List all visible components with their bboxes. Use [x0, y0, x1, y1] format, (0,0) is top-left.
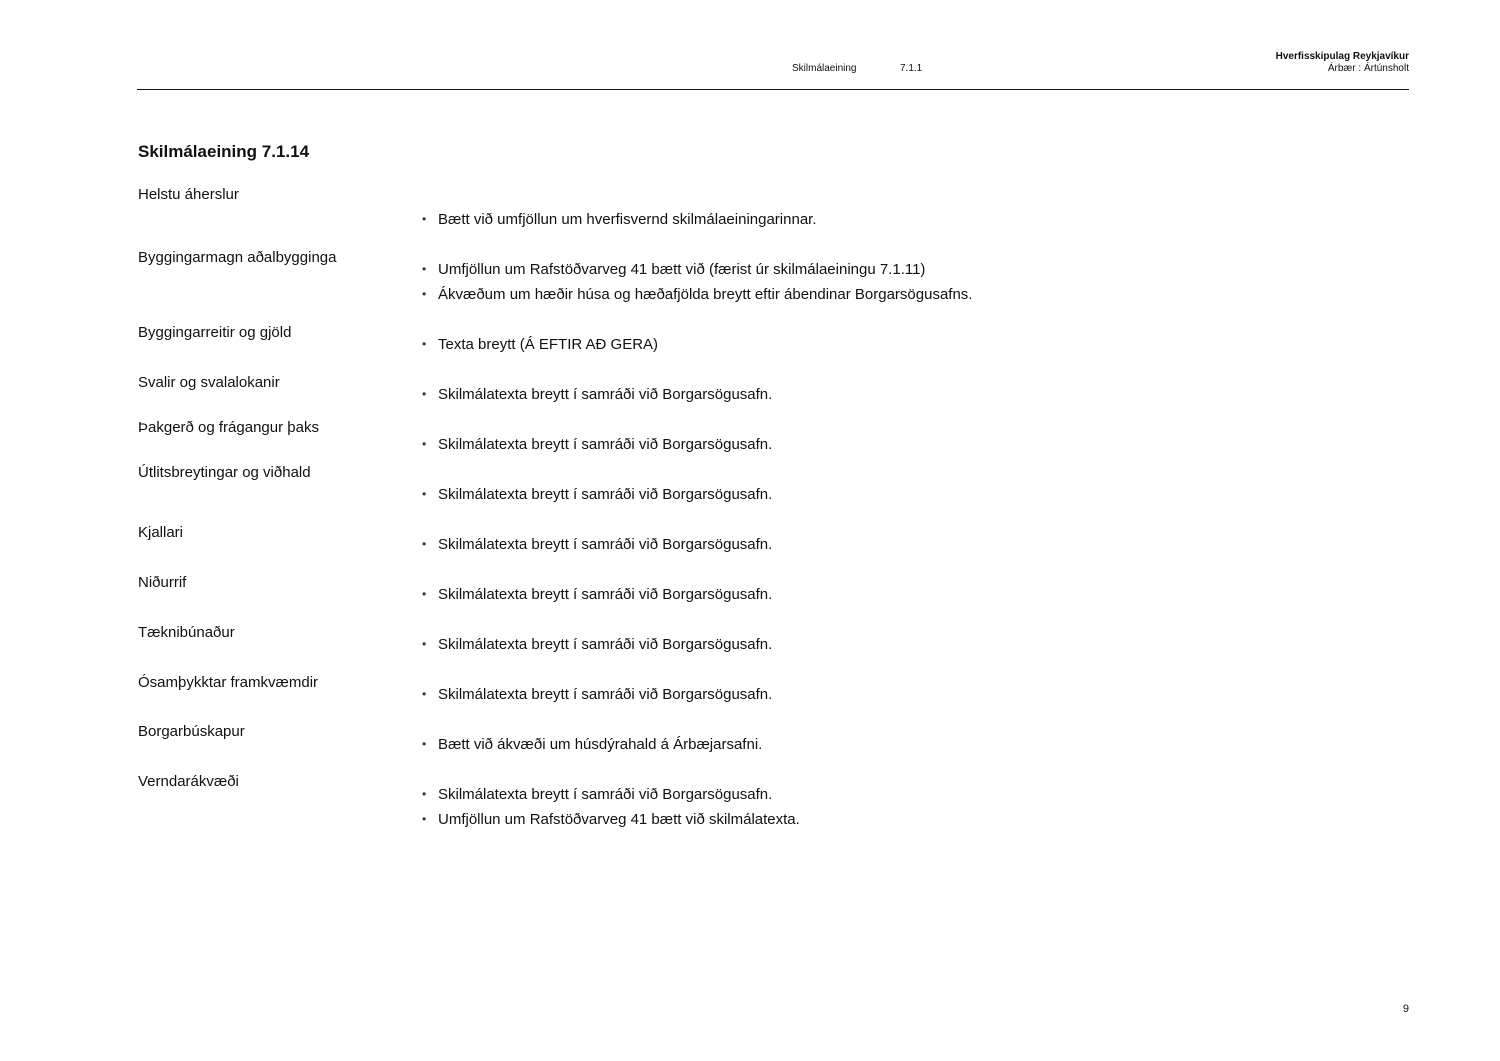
row-items — [422, 207, 817, 232]
list-item-text: Skilmálatexta breytt í samráði við Borgarsögusafn. — [438, 686, 773, 703]
row-label: Kjallari — [138, 524, 184, 541]
list-item-text: Ákvæðum um hæðir húsa og hæðafjölda breytt eftir ábendinar Borgarsögusafns. — [438, 286, 973, 303]
bullet-icon: • — [422, 687, 427, 701]
row-items — [422, 257, 972, 307]
list-item-text: Bætt við ákvæði um húsdýrahald á Árbæjarsafni. — [438, 736, 763, 753]
list-item-text: Skilmálatexta breytt í samráði við Borgarsögusafn. — [438, 636, 773, 653]
list-item-text: Skilmálatexta breytt í samráði við Borgarsögusafn. — [438, 586, 773, 603]
row-label: Tæknibúnaður — [138, 624, 235, 641]
row-items — [422, 482, 772, 507]
header-subtitle: Árbær : Ártúnsholt — [1327, 63, 1409, 74]
row-items — [422, 632, 772, 657]
list-item — [422, 382, 772, 407]
list-item — [422, 682, 772, 707]
list-item-text: Texta breytt (Á EFTIR AÐ GERA) — [438, 336, 659, 353]
list-item — [422, 207, 817, 232]
row-label: Niðurrif — [138, 574, 187, 591]
list-item — [422, 807, 800, 832]
list-item — [422, 332, 658, 357]
list-item-text: Umfjöllun um Rafstöðvarveg 41 bætt við (færist úr skilmálaeiningu 7.1.11) — [438, 261, 926, 278]
list-item — [422, 732, 762, 757]
row-label: Ósamþykktar framkvæmdir — [138, 674, 319, 691]
row-items — [422, 582, 772, 607]
row-items — [422, 532, 772, 557]
bullet-icon: • — [422, 262, 427, 276]
list-item-text: Skilmálatexta breytt í samráði við Borgarsögusafn. — [438, 386, 773, 403]
header-divider — [137, 89, 1409, 90]
bullet-icon: • — [422, 212, 427, 226]
page-title: Skilmálaeining 7.1.14 — [138, 142, 310, 161]
list-item — [422, 257, 972, 282]
list-item-text: Skilmálatexta breytt í samráði við Borgarsögusafn. — [438, 436, 773, 453]
bullet-icon: • — [422, 287, 427, 301]
row-items — [422, 682, 772, 707]
bullet-icon: • — [422, 812, 427, 826]
header-section-label: Skilmálaeining — [792, 63, 857, 74]
list-item — [422, 782, 800, 807]
list-item-text: Skilmálatexta breytt í samráði við Borgarsögusafn. — [438, 536, 773, 553]
list-item-text: Bætt við umfjöllun um hverfisvernd skilmálaeiningarinnar. — [438, 211, 817, 228]
bullet-icon: • — [422, 737, 427, 751]
list-item — [422, 482, 772, 507]
header-title: Hverfisskipulag Reykjavíkur — [1275, 51, 1409, 62]
bullet-icon: • — [422, 487, 427, 501]
list-item — [422, 532, 772, 557]
header-document-title — [1276, 51, 1409, 75]
row-label: Útlitsbreytingar og viðhald — [138, 464, 311, 481]
list-item — [422, 582, 772, 607]
list-item — [422, 632, 772, 657]
row-label: Helstu áherslur — [138, 186, 239, 203]
row-label: Byggingarmagn aðalbygginga — [138, 249, 337, 266]
list-item-text: Skilmálatexta breytt í samráði við Borgarsögusafn. — [438, 786, 773, 803]
list-item — [422, 282, 972, 307]
row-label: Svalir og svalalokanir — [138, 374, 280, 391]
row-items — [422, 432, 772, 457]
page-number: 9 — [1402, 1003, 1409, 1015]
list-item-text: Umfjöllun um Rafstöðvarveg 41 bætt við skilmálatexta. — [438, 811, 800, 828]
list-item — [422, 432, 772, 457]
row-label: Byggingarreitir og gjöld — [138, 324, 292, 341]
row-label: Borgarbúskapur — [138, 723, 245, 740]
row-label: Verndarákvæði — [138, 773, 239, 790]
bullet-icon: • — [422, 437, 427, 451]
bullet-icon: • — [422, 787, 427, 801]
bullet-icon: • — [422, 337, 427, 351]
bullet-icon: • — [422, 537, 427, 551]
bullet-icon: • — [422, 387, 427, 401]
list-item-text: Skilmálatexta breytt í samráði við Borgarsögusafn. — [438, 486, 773, 503]
row-items — [422, 732, 762, 757]
row-items — [422, 332, 658, 357]
bullet-icon: • — [422, 587, 427, 601]
row-items — [422, 382, 772, 407]
row-items — [422, 782, 800, 832]
bullet-icon: • — [422, 637, 427, 651]
header-section-number: 7.1.1 — [900, 63, 923, 74]
row-label: Þakgerð og frágangur þaks — [138, 419, 319, 436]
